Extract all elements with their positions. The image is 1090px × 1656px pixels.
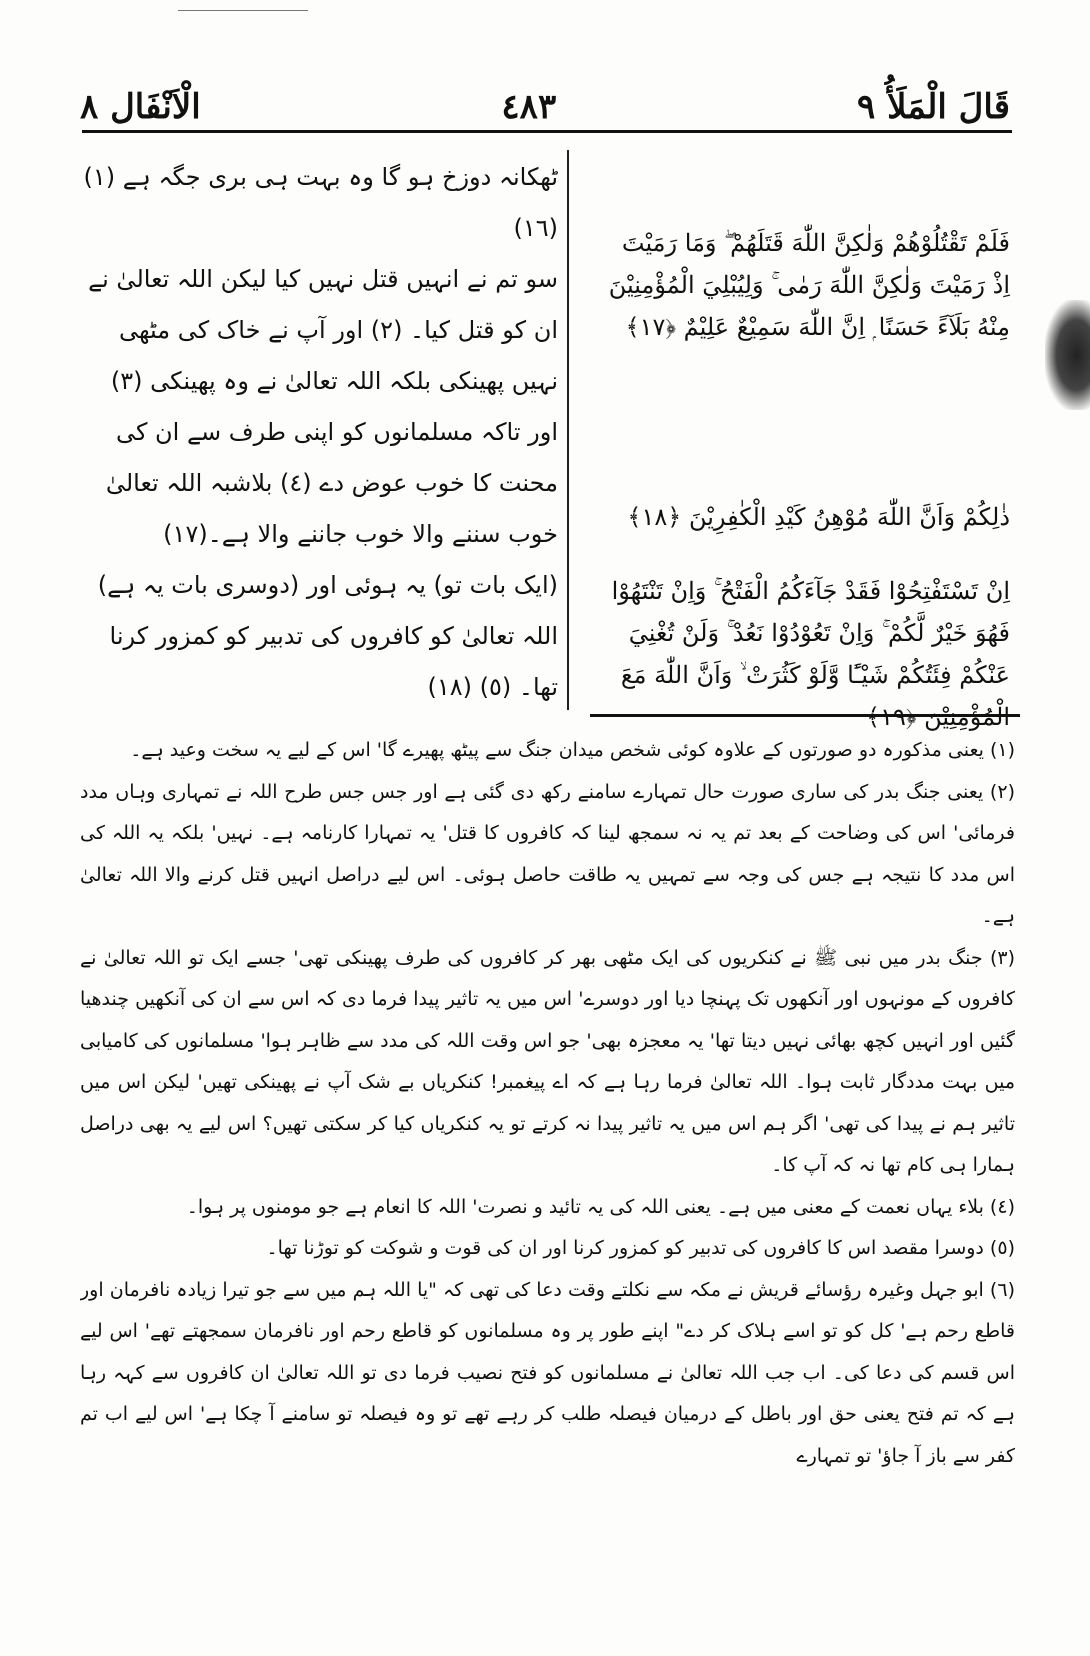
footnote-1: (١) یعنی مذکورہ دو صورتوں کے علاوہ کوئی شخص میدان جنگ سے پیٹھ پھیرے گا' اس کے لیے یہ سخت وعید ہے۔: [130, 739, 1015, 761]
footnote-3: (٣) جنگ بدر میں نبی ﷺ نے کنکریوں کی ایک مٹھی بھر کر کافروں کی طرف پھینکی تھی' جسے ایک تو اللہ تعالیٰ نے کافروں کے مونہوں اور آنکھوں تک پہنچا دیا اور دوسرے' اس میں یہ تاثیر پیدا فرما دی کہ اس سے ان کی آنکھیں چندھیا گئیں اور انہیں کچھ بھائی نہیں دیتا تھا' یہ معجزہ بھی' جو اس وقت اللہ کی مدد سے ظاہر ہوا' مسلمانوں کی کامیابی میں بہت مددگار ثابت ہوا۔ اللہ تعالیٰ فرما رہا ہے کہ اے پیغمبر! کنکریاں بے شک آپ نے پھینکی تھیں' لیکن اس میں تاثیر ہم نے پیدا کی تھی' اگر ہم اس میں یہ تاثیر پیدا نہ کرتے تو یہ کنکریاں کیا کر سکتی تھیں؟ اس لیے یہ بھی دراصل ہمارا ہی کام تھا نہ کہ آپ کا۔: [80, 946, 1015, 1176]
translation-line-3: (ایک بات تو) یہ ہوئی اور (دوسری بات یہ ہے) اللہ تعالیٰ کو کافروں کی تدبیر کو کمزور کرنا تھا۔ (٥) (١٨): [97, 571, 558, 701]
top-rule: [178, 10, 308, 11]
footnote-5: (٥) دوسرا مقصد اس کا کافروں کی تدبیر کو کمزور کرنا اور ان کی قوت و شوکت کو توڑنا تھا۔: [266, 1237, 1015, 1259]
footnotes: [80, 730, 1015, 1640]
translation-line-2: سو تم نے انہیں قتل نہیں کیا لیکن اللہ تعالیٰ نے ان کو قتل کیا۔ (٢) اور آپ نے خاک کی مٹھی نہیں پھینکی بلکہ اللہ تعالیٰ نے وہ پھینکی (٣) اور تاکہ مسلمانوں کو اپنی طرف سے ان کی محنت کا خوب عوض دے (٤) بلاشبہ اللہ تعالیٰ خوب سننے والا خوب جاننے والا ہے۔(١٧): [88, 265, 558, 548]
arabic-verse-17: [598, 222, 1010, 348]
footnote-2: (٢) یعنی جنگ بدر کی ساری صورت حال تمہارے سامنے رکھ دی گئی ہے اور جس جس طرح اللہ نے تمہاری وہاں مدد فرمائی' اس کی وضاحت کے بعد تم یہ نہ سمجھ لینا کہ کافروں کا قتل' یہ تمہارا کارنامہ ہے۔ نہیں' بلکہ یہ اللہ کی اس مدد کا نتیجہ ہے جس کی وجہ سے تمہیں یہ طاقت حاصل ہوئی۔ اس لیے دراصل انہیں قتل کرنے والا اللہ تعالیٰ ہے۔: [80, 780, 1015, 927]
surah-name: الْاَنْفَال ٨: [80, 87, 201, 127]
arabic-verse-18-text: ذٰلِكُمْ وَاَنَّ اللّٰهَ مُوْهِنُ كَيْدِ الْكٰفِرِيْنَ ﴿١٨﴾: [627, 503, 1010, 531]
arabic-verse-17-text: فَلَمْ تَقْتُلُوْهُمْ وَلٰكِنَّ اللّٰهَ قَتَلَهُمْ ۖ وَمَا رَمَيْتَ اِذْ رَمَيْتَ وَلٰكِنَّ اللّٰهَ رَمٰى ۚ وَلِيُبْلِيَ الْمُؤْمِنِيْنَ مِنْهُ بَلَآءً حَسَنًا ۭ اِنَّ اللّٰهَ سَمِيْعٌ عَلِيْمٌ ﴿١٧﴾: [608, 229, 1010, 341]
footnote-4: (٤) بلاء یہاں نعمت کے معنی میں ہے۔ یعنی اللہ کی یہ تائید و نصرت' اللہ کا انعام ہے جو مومنوں پر ہوا۔: [186, 1195, 1015, 1218]
juz-name: قَالَ الْمَلَأُ ٩: [856, 87, 1010, 127]
translation-line-1: ٹھکانہ دوزخ ہو گا وہ بہت ہی بری جگہ ہے (١) (١٦): [83, 163, 558, 242]
footnote-rule: [590, 714, 1020, 717]
arabic-verse-19: [598, 570, 1010, 738]
header-rule: [82, 130, 1012, 133]
footnote-6: (٦) ابو جہل وغیرہ رؤسائے قریش نے مکہ سے نکلتے وقت دعا کی تھی کہ "یا اللہ ہم میں سے جو تیرا زیادہ نافرمان اور قاطع رحم ہے' کل کو تو اسے ہلاک کر دے" اپنے طور پر وہ مسلمانوں کو قاطع رحم اور نافرمان سمجھتے تھے' اس لیے اس قسم کی دعا کی۔ اب جب اللہ تعالیٰ نے مسلمانوں کو فتح نصیب فرما دی تو اللہ تعالیٰ ان کافروں سے کہہ رہا ہے کہ تم فتح یعنی حق اور باطل کے درمیان فیصلہ طلب کر رہے تھے تو وہ فیصلہ تو سامنے آ چکا ہے' اس لیے اب تم کفر سے باز آ جاؤ' تو تمہارے: [80, 1278, 1015, 1467]
urdu-translation-column: [80, 152, 558, 712]
page-number: ٤٨٣: [501, 87, 557, 127]
page-header: [80, 78, 1010, 136]
arabic-verse-19-text: اِنْ تَسْتَفْتِحُوْا فَقَدْ جَآءَكُمُ الْفَتْحُ ۚ وَاِنْ تَنْتَهُوْا فَهُوَ خَيْرٌ لَّكُمْ ۚ وَاِنْ تَعُوْدُوْا نَعُدْ ۚ وَلَنْ تُغْنِيَ عَنْكُمْ فِئَتُكُمْ شَيْـًٔا وَّلَوْ كَثُرَتْ ۙ وَاَنَّ اللّٰهَ مَعَ الْمُؤْمِنِيْنَ ﴿١٩﴾: [611, 577, 1010, 731]
column-divider: [567, 150, 569, 710]
scan-edge-smudge: [1045, 300, 1090, 410]
arabic-verse-18: [598, 496, 1010, 538]
